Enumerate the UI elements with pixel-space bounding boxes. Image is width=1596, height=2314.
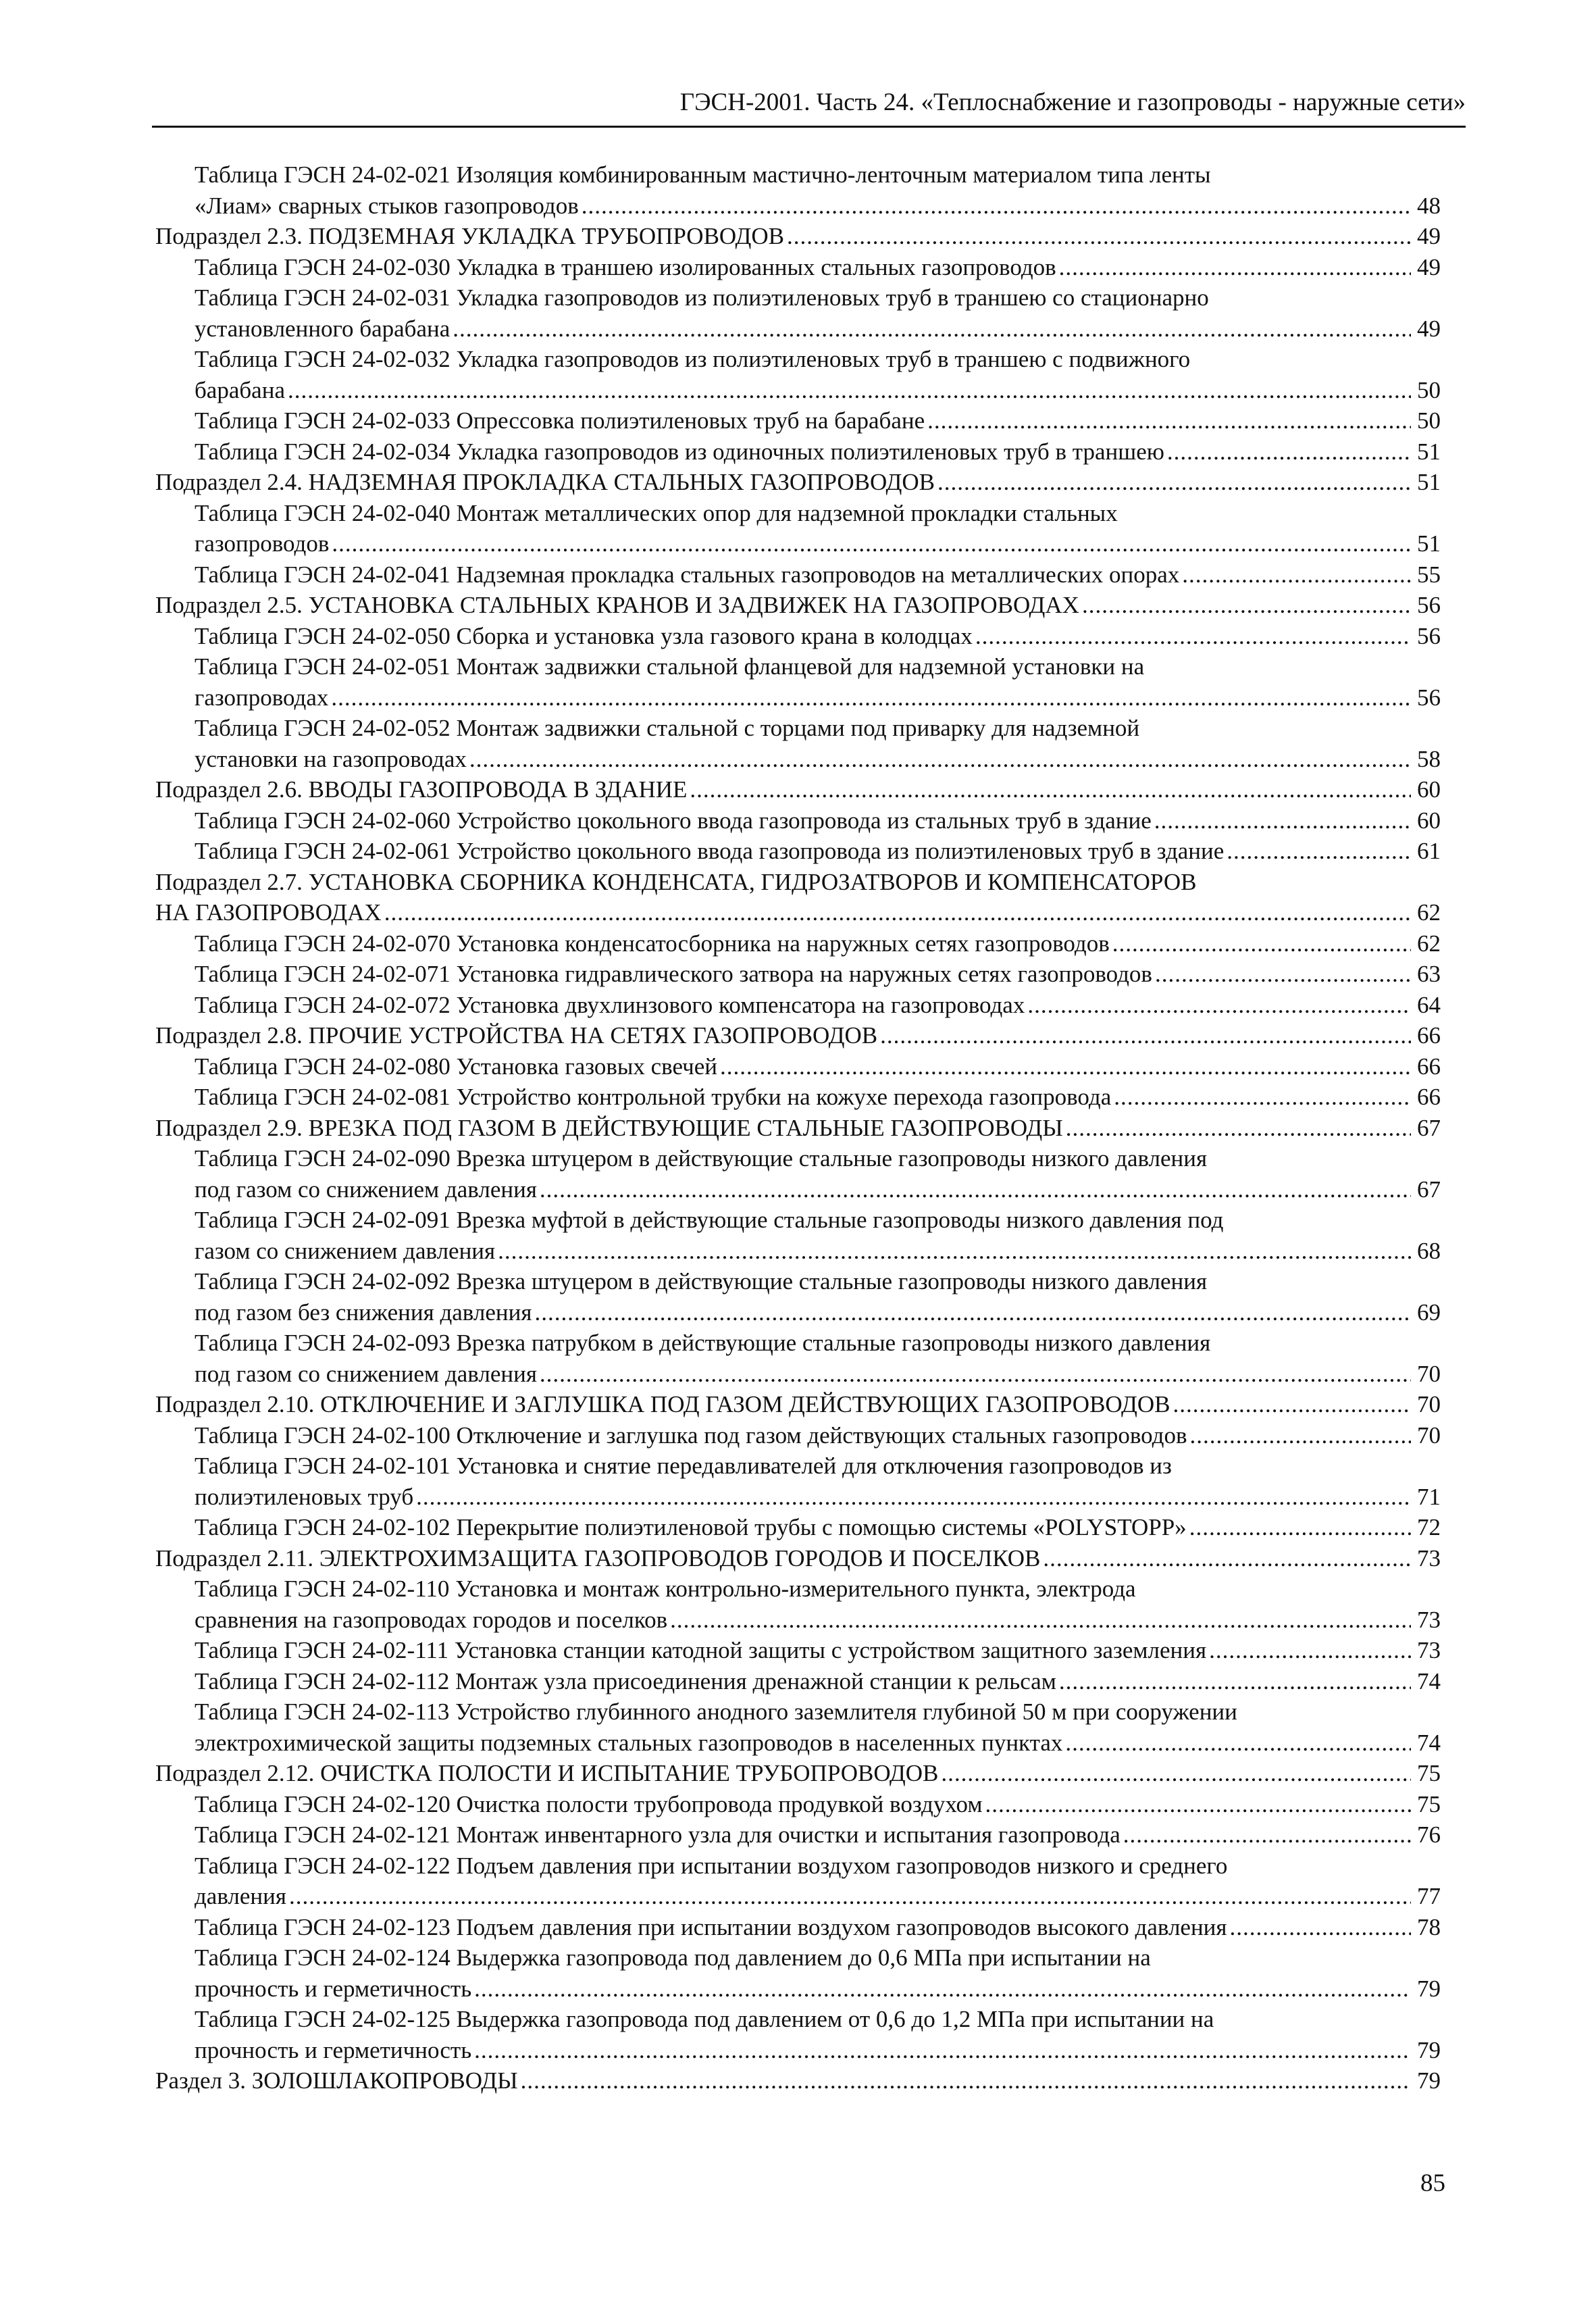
page-number: 85 — [1420, 2169, 1445, 2197]
toc-entry-page: 49 — [1417, 253, 1441, 280]
toc-entry-table[interactable] — [155, 805, 1441, 836]
dot-leader — [474, 1977, 1411, 2001]
dot-leader — [1173, 1392, 1411, 1416]
toc-entry-page: 78 — [1417, 1913, 1441, 1940]
toc-entry-table[interactable] — [155, 621, 1441, 652]
toc-entry-text: под газом со снижением давления — [195, 1360, 537, 1387]
toc-entry-text: Таблица ГЭСН 24-02-071 Установка гидравлического затвора на наружных сетях газопроводов — [195, 961, 1152, 987]
toc-entry-text: установки на газопроводах — [195, 745, 467, 772]
toc-entry-text: НА ГАЗОПРОВОДАХ — [155, 899, 382, 926]
toc-entry-text: Таблица ГЭСН 24-02-123 Подъем давления при испытании воздухом газопроводов высокого давления — [195, 1913, 1227, 1940]
toc-entry-text: Раздел 3. ЗОЛОШЛАКОПРОВОДЫ — [155, 2067, 518, 2094]
dot-leader — [1043, 1546, 1411, 1570]
dot-leader — [1059, 255, 1411, 279]
toc-entry-table[interactable] — [155, 405, 1441, 436]
toc-entry-subsection[interactable] — [155, 1113, 1441, 1144]
toc-entry-page: 75 — [1417, 1760, 1441, 1786]
toc-entry-subsection[interactable] — [155, 1543, 1441, 1574]
dot-leader — [1230, 1915, 1412, 1939]
toc-entry-table[interactable] — [155, 1051, 1441, 1082]
toc-entry-text: Подраздел 2.11. ЭЛЕКТРОХИМЗАЩИТА ГАЗОПРОВОДОВ ГОРОДОВ И ПОСЕЛКОВ — [155, 1544, 1041, 1571]
toc-entry-page: 73 — [1417, 1637, 1441, 1663]
toc-entry-table[interactable] — [155, 1451, 1441, 1512]
dot-leader — [1082, 593, 1411, 617]
dot-leader — [937, 470, 1411, 494]
toc-entry-text: Таблица ГЭСН 24-02-021 Изоляция комбинированным мастично-ленточным материалом типа ленты — [195, 161, 1211, 188]
header-rule — [152, 126, 1466, 128]
dot-leader — [1182, 563, 1411, 586]
toc-entry-table[interactable] — [155, 159, 1441, 221]
dot-leader — [985, 1792, 1411, 1816]
toc-entry-subsection[interactable] — [155, 1758, 1441, 1789]
toc-entry-text: Таблица ГЭСН 24-02-100 Отключение и заглушка под газом действующих стальных газопроводов — [195, 1422, 1187, 1449]
dot-leader — [880, 1024, 1411, 1047]
dot-leader — [1123, 1823, 1411, 1846]
toc-entry-text: Таблица ГЭСН 24-02-122 Подъем давления при испытании воздухом газопроводов низкого и среднего — [195, 1852, 1228, 1879]
dot-leader — [1114, 1085, 1411, 1109]
toc-entry-table[interactable] — [155, 559, 1441, 590]
dot-leader — [1155, 962, 1411, 986]
toc-entry-page: 56 — [1417, 684, 1441, 711]
toc-entry-text: Подраздел 2.12. ОЧИСТКА ПОЛОСТИ И ИСПЫТАНИЕ ТРУБОПРОВОДОВ — [155, 1760, 939, 1786]
toc-entry-page: 51 — [1417, 438, 1441, 465]
dot-leader — [1209, 1638, 1411, 1662]
dot-leader — [1059, 1669, 1411, 1693]
dot-leader — [787, 224, 1411, 248]
dot-leader — [288, 378, 1411, 402]
toc-entry-table[interactable] — [155, 2004, 1441, 2065]
toc-entry-page: 74 — [1417, 1667, 1441, 1694]
toc-entry-text: Таблица ГЭСН 24-02-061 Устройство цокольного ввода газопровода из полиэтиленовых труб в здание — [195, 838, 1225, 864]
toc-entry-text: Таблица ГЭСН 24-02-060 Устройство цокольного ввода газопровода из стальных труб в здание — [195, 807, 1152, 834]
toc-entry-table[interactable] — [155, 959, 1441, 990]
toc-entry-table[interactable] — [155, 836, 1441, 867]
toc-entry-text: Подраздел 2.6. ВВОДЫ ГАЗОПРОВОДА В ЗДАНИЕ — [155, 776, 688, 803]
toc-entry-page: 69 — [1417, 1299, 1441, 1326]
toc-entry-page: 66 — [1417, 1022, 1441, 1049]
toc-entry-page: 79 — [1417, 2067, 1441, 2094]
toc-entry-page: 49 — [1417, 315, 1441, 342]
toc-entry-page: 66 — [1417, 1053, 1441, 1080]
dot-leader — [1227, 839, 1411, 863]
toc-entry-table[interactable] — [155, 1912, 1441, 1943]
toc-entry-table[interactable] — [155, 1420, 1441, 1451]
dot-leader — [1065, 1731, 1411, 1755]
toc-entry-page: 73 — [1417, 1606, 1441, 1633]
toc-entry-text: Подраздел 2.8. ПРОЧИЕ УСТРОЙСТВА НА СЕТЯХ ГАЗОПРОВОДОВ — [155, 1022, 878, 1049]
toc-entry-text: Таблица ГЭСН 24-02-102 Перекрытие полиэтиленовой трубы с помощью системы «POLYSTOPP» — [195, 1514, 1187, 1540]
dot-leader — [498, 1239, 1411, 1263]
toc-entry-text: Таблица ГЭСН 24-02-034 Укладка газопроводов из одиночных полиэтиленовых труб в траншею — [195, 438, 1164, 465]
dot-leader — [690, 778, 1411, 801]
toc-entry-subsection[interactable] — [155, 1020, 1441, 1051]
dot-leader — [1167, 440, 1411, 463]
toc-entry-text: Таблица ГЭСН 24-02-070 Установка конденсатосборника на наружных сетях газопроводов — [195, 930, 1110, 957]
toc-entry-page: 70 — [1417, 1422, 1441, 1449]
toc-entry-text: Таблица ГЭСН 24-02-051 Монтаж задвижки стальной фланцевой для надземной установки на — [195, 653, 1145, 680]
dot-leader — [384, 901, 1411, 924]
toc-entry-text: Подраздел 2.4. НАДЗЕМНАЯ ПРОКЛАДКА СТАЛЬНЫХ ГАЗОПРОВОДОВ — [155, 469, 935, 495]
toc-entry-text: «Лиам» сварных стыков газопроводов — [195, 192, 579, 219]
toc-entry-text: под газом без снижения давления — [195, 1299, 532, 1326]
toc-entry-page: 66 — [1417, 1084, 1441, 1110]
toc-entry-text: Подраздел 2.10. ОТКЛЮЧЕНИЕ И ЗАГЛУШКА ПОД ГАЗОМ ДЕЙСТВУЮЩИХ ГАЗОПРОВОДОВ — [155, 1391, 1170, 1417]
toc-entry-table[interactable] — [155, 713, 1441, 774]
toc-entry-page: 60 — [1417, 776, 1441, 803]
toc-entry-table[interactable] — [155, 1666, 1441, 1697]
toc-entry-table[interactable] — [155, 1851, 1441, 1912]
toc-entry-table[interactable] — [155, 1696, 1441, 1758]
toc-entry-page: 79 — [1417, 1975, 1441, 2002]
toc-entry-text: Таблица ГЭСН 24-02-090 Врезка штуцером в действующие стальные газопроводы низкого давления — [195, 1145, 1208, 1172]
toc-entry-page: 76 — [1417, 1821, 1441, 1848]
toc-entry-table[interactable] — [155, 498, 1441, 559]
dot-leader — [534, 1301, 1411, 1324]
toc-entry-text: Таблица ГЭСН 24-02-110 Установка и монтаж контрольно-измерительного пункта, электрода — [195, 1576, 1136, 1602]
toc-entry-page: 61 — [1417, 838, 1441, 864]
toc-entry-text: газопроводов — [195, 530, 330, 557]
toc-entry-page: 62 — [1417, 899, 1441, 926]
dot-leader — [1189, 1515, 1411, 1539]
toc-entry-text: установленного барабана — [195, 315, 451, 342]
dot-leader — [1112, 932, 1411, 955]
toc-entry-page: 51 — [1417, 469, 1441, 495]
toc-entry-subsection[interactable] — [155, 867, 1441, 928]
toc-entry-page: 73 — [1417, 1544, 1441, 1571]
toc-entry-text: полиэтиленовых труб — [195, 1483, 414, 1510]
toc-entry-text: Подраздел 2.3. ПОДЗЕМНАЯ УКЛАДКА ТРУБОПРОВОДОВ — [155, 223, 784, 249]
toc-entry-table[interactable] — [155, 282, 1441, 344]
toc-entry-subsection[interactable] — [155, 774, 1441, 805]
toc-entry-text: Таблица ГЭСН 24-02-111 Установка станции катодной защиты с устройством защитного заземления — [195, 1637, 1207, 1663]
toc-entry-page: 60 — [1417, 807, 1441, 834]
toc-entry-text: Таблица ГЭСН 24-02-032 Укладка газопроводов из полиэтиленовых труб в траншею с подвижного — [195, 346, 1191, 372]
toc-entry-text: прочность и герметичность — [195, 2036, 472, 2063]
toc-entry-page: 72 — [1417, 1514, 1441, 1540]
toc-entry-text: Таблица ГЭСН 24-02-052 Монтаж задвижки стальной с торцами под приварку для надземной — [195, 715, 1140, 741]
toc-entry-text: Таблица ГЭСН 24-02-113 Устройство глубинного анодного заземлителя глубиной 50 м при сооружении — [195, 1699, 1237, 1725]
toc-entry-subsection[interactable] — [155, 590, 1441, 621]
toc-entry-table[interactable] — [155, 1635, 1441, 1666]
toc-entry-text: Таблица ГЭСН 24-02-072 Установка двухлинзового компенсатора на газопроводах — [195, 991, 1025, 1018]
toc-entry-table[interactable] — [155, 990, 1441, 1021]
toc-entry-table[interactable] — [155, 1205, 1441, 1266]
toc-entry-table[interactable] — [155, 1789, 1441, 1820]
toc-entry-page: 67 — [1417, 1114, 1441, 1141]
toc-entry-page: 55 — [1417, 561, 1441, 588]
toc-entry-page: 77 — [1417, 1883, 1441, 1909]
dot-leader — [540, 1178, 1411, 1201]
toc-entry-page: 58 — [1417, 745, 1441, 772]
toc-entry-table[interactable] — [155, 344, 1441, 405]
toc-entry-page: 67 — [1417, 1176, 1441, 1203]
dot-leader — [1066, 1116, 1411, 1140]
dot-leader — [474, 2038, 1411, 2062]
toc-entry-page: 56 — [1417, 622, 1441, 649]
toc-entry-text: сравнения на газопроводах городов и поселков — [195, 1606, 668, 1633]
toc-entry-table[interactable] — [155, 1143, 1441, 1205]
dot-leader — [416, 1485, 1411, 1509]
toc-entry-table[interactable] — [155, 252, 1441, 283]
toc-entry-table[interactable] — [155, 1082, 1441, 1113]
toc-entry-table[interactable] — [155, 1512, 1441, 1543]
dot-leader — [1027, 993, 1411, 1017]
dot-leader — [975, 624, 1411, 648]
toc-entry-text: Таблица ГЭСН 24-02-124 Выдержка газопровода под давлением до 0,6 МПа при испытании на — [195, 1944, 1151, 1971]
toc-entry-page: 74 — [1417, 1729, 1441, 1756]
toc-entry-page: 49 — [1417, 223, 1441, 249]
toc-entry-page: 68 — [1417, 1237, 1441, 1264]
toc-entry-page: 63 — [1417, 961, 1441, 987]
dot-leader — [289, 1884, 1411, 1908]
dot-leader — [540, 1362, 1411, 1386]
toc-entry-text: Таблица ГЭСН 24-02-121 Монтаж инвентарного узла для очистки и испытания газопровода — [195, 1821, 1121, 1848]
dot-leader — [1154, 809, 1411, 832]
toc-entry-text: давления — [195, 1883, 286, 1909]
toc-entry-page: 70 — [1417, 1360, 1441, 1387]
dot-leader — [332, 532, 1411, 555]
toc-entry-section[interactable] — [155, 2065, 1441, 2096]
toc-entry-page: 79 — [1417, 2036, 1441, 2063]
toc-entry-text: прочность и герметичность — [195, 1975, 472, 2002]
toc-entry-table[interactable] — [155, 1328, 1441, 1389]
toc-entry-text: Таблица ГЭСН 24-02-120 Очистка полости трубопровода продувкой воздухом — [195, 1790, 983, 1817]
toc-entry-page: 48 — [1417, 192, 1441, 219]
toc-entry-table[interactable] — [155, 1819, 1441, 1851]
toc-entry-subsection[interactable] — [155, 1389, 1441, 1420]
dot-leader — [941, 1761, 1411, 1785]
toc-entry-table[interactable] — [155, 1266, 1441, 1328]
toc-entry-table[interactable] — [155, 1942, 1441, 2004]
toc-entry-table[interactable] — [155, 928, 1441, 959]
toc-entry-page: 50 — [1417, 407, 1441, 434]
toc-entry-text: Таблица ГЭСН 24-02-112 Монтаж узла присоединения дренажной станции к рельсам — [195, 1667, 1056, 1694]
toc-entry-text: Таблица ГЭСН 24-02-093 Врезка патрубком в действующие стальные газопроводы низкого давления — [195, 1330, 1211, 1356]
toc-entry-page: 50 — [1417, 376, 1441, 403]
dot-leader — [453, 317, 1411, 341]
dot-leader — [582, 194, 1411, 218]
toc-entry-text: Таблица ГЭСН 24-02-033 Опрессовка полиэтиленовых труб на барабане — [195, 407, 925, 434]
toc-entry-page: 62 — [1417, 930, 1441, 957]
table-of-contents — [155, 159, 1441, 2096]
toc-entry-subsection[interactable] — [155, 221, 1441, 252]
toc-entry-table[interactable] — [155, 436, 1441, 468]
toc-entry-text: барабана — [195, 376, 285, 403]
toc-entry-text: Таблица ГЭСН 24-02-030 Укладка в траншею изолированных стальных газопроводов — [195, 253, 1056, 280]
toc-entry-page: 64 — [1417, 991, 1441, 1018]
dot-leader — [469, 747, 1411, 771]
toc-entry-text: Таблица ГЭСН 24-02-081 Устройство контрольной трубки на кожухе перехода газопровода — [195, 1084, 1112, 1110]
dot-leader — [521, 2069, 1411, 2092]
dot-leader — [670, 1608, 1411, 1632]
toc-entry-table[interactable] — [155, 651, 1441, 713]
toc-entry-text: Таблица ГЭСН 24-02-092 Врезка штуцером в действующие стальные газопроводы низкого давления — [195, 1268, 1208, 1294]
toc-entry-page: 75 — [1417, 1790, 1441, 1817]
toc-entry-text: Подраздел 2.5. УСТАНОВКА СТАЛЬНЫХ КРАНОВ И ЗАДВИЖЕК НА ГАЗОПРОВОДАХ — [155, 592, 1079, 618]
toc-entry-text: Подраздел 2.7. УСТАНОВКА СБОРНИКА КОНДЕНСАТА, ГИДРОЗАТВОРОВ И КОМПЕНСАТОРОВ — [155, 868, 1197, 895]
toc-entry-text: Подраздел 2.9. ВРЕЗКА ПОД ГАЗОМ В ДЕЙСТВУЮЩИЕ СТАЛЬНЫЕ ГАЗОПРОВОДЫ — [155, 1114, 1063, 1141]
toc-entry-page: 71 — [1417, 1483, 1441, 1510]
running-header: ГЭСН-2001. Часть 24. «Теплоснабжение и газопроводы - наружные сети» — [679, 89, 1466, 116]
toc-entry-text: Таблица ГЭСН 24-02-091 Врезка муфтой в действующие стальные газопроводы низкого давления под — [195, 1207, 1224, 1233]
toc-entry-text: Таблица ГЭСН 24-02-031 Укладка газопроводов из полиэтиленовых труб в траншею со стационарно — [195, 284, 1209, 311]
toc-entry-text: газопроводах — [195, 684, 329, 711]
toc-entry-table[interactable] — [155, 1574, 1441, 1635]
dot-leader — [1190, 1424, 1411, 1447]
toc-entry-text: Таблица ГЭСН 24-02-125 Выдержка газопровода под давлением от 0,6 до 1,2 МПа при испытании на — [195, 2006, 1214, 2032]
toc-entry-page: 51 — [1417, 530, 1441, 557]
toc-entry-text: под газом со снижением давления — [195, 1176, 537, 1203]
dot-leader — [331, 686, 1411, 709]
toc-entry-subsection[interactable] — [155, 467, 1441, 498]
dot-leader — [927, 409, 1411, 432]
toc-entry-text: Таблица ГЭСН 24-02-080 Установка газовых свечей — [195, 1053, 718, 1080]
toc-entry-text: Таблица ГЭСН 24-02-040 Монтаж металлических опор для надземной прокладки стальных — [195, 499, 1118, 526]
toc-entry-page: 70 — [1417, 1391, 1441, 1417]
toc-entry-text: электрохимической защиты подземных стальных газопроводов в населенных пунктах — [195, 1729, 1063, 1756]
toc-entry-text: Таблица ГЭСН 24-02-101 Установка и снятие передавливателей для отключения газопроводов из — [195, 1453, 1172, 1479]
toc-entry-text: газом со снижением давления — [195, 1237, 496, 1264]
dot-leader — [720, 1055, 1411, 1078]
toc-entry-text: Таблица ГЭСН 24-02-041 Надземная прокладка стальных газопроводов на металлических опорах — [195, 561, 1180, 588]
toc-entry-page: 56 — [1417, 592, 1441, 618]
toc-entry-text: Таблица ГЭСН 24-02-050 Сборка и установка узла газового крана в колодцах — [195, 622, 973, 649]
